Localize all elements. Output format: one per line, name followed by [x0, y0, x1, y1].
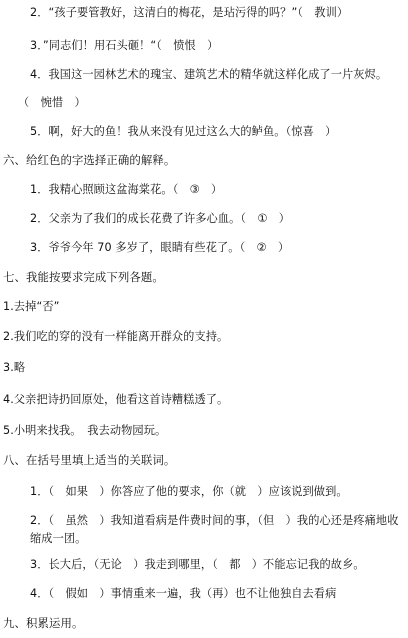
- section6-item-2: 2．父亲为了我们的成长花费了许多心血。（ ① ）: [30, 212, 291, 225]
- answer-line-top-2: 2．“孩子要管教好，这清白的梅花，是玷污得的吗？”（ 教训）: [30, 6, 349, 19]
- section8-item-2: 2．（ 虽然 ）我知道看病是件费时间的事，（但 ）我的心还是疼痛地收缩成一团。: [30, 514, 399, 545]
- section-heading-9: 九、积累运用。: [3, 616, 84, 630]
- section7-item-2: 2.我们吃的穿的没有一样能离开群众的支持。: [3, 330, 229, 343]
- answer-line-top-5: 5．啊，好大的鱼！我从来没有见过这么大的鲈鱼。（惊喜 ）: [30, 125, 337, 138]
- section7-item-5: 5.小明来找我。 我去动物园玩。: [3, 424, 167, 437]
- section7-item-1: 1.去掉“否”: [3, 300, 60, 313]
- section-heading-8: 八、在括号里填上适当的关联词。: [3, 453, 176, 467]
- section6-item-3: 3．爷爷今年 70 多岁了，眼睛有些花了。（ ② ）: [30, 241, 290, 254]
- answer-line-top-3: 3．”同志们！用石头砸！“（ 愤恨 ）: [30, 39, 219, 52]
- section8-item-1: 1．（ 如果 ）你答应了他的要求，你（就 ）应该说到做到。: [30, 485, 348, 498]
- section8-item-3: 3．长大后，（无论 ）我走到哪里，（ 都 ）不能忘记我的故乡。: [30, 558, 365, 571]
- answer-line-top-4: 4．我国这一园林艺术的瑰宝、建筑艺术的精华就这样化成了一片灰烬。: [30, 68, 388, 81]
- section7-item-3: 3.略: [3, 361, 26, 374]
- section8-item-4: 4．（ 假如 ）事情重来一遍，我（再）也不让他独自去看病: [30, 587, 337, 600]
- section7-item-4: 4.父亲把诗扔回原处，他看这首诗糟糕透了。: [3, 393, 229, 406]
- section6-item-1: 1．我精心照顾这盆海棠花。（ ③ ）: [30, 183, 223, 196]
- section-heading-6: 六、给红色的字选择正确的解释。: [3, 153, 176, 167]
- section-heading-7: 七、我能按要求完成下列各题。: [3, 270, 164, 284]
- answer-line-top-4-continuation: （ 惋惜 ）: [18, 96, 86, 109]
